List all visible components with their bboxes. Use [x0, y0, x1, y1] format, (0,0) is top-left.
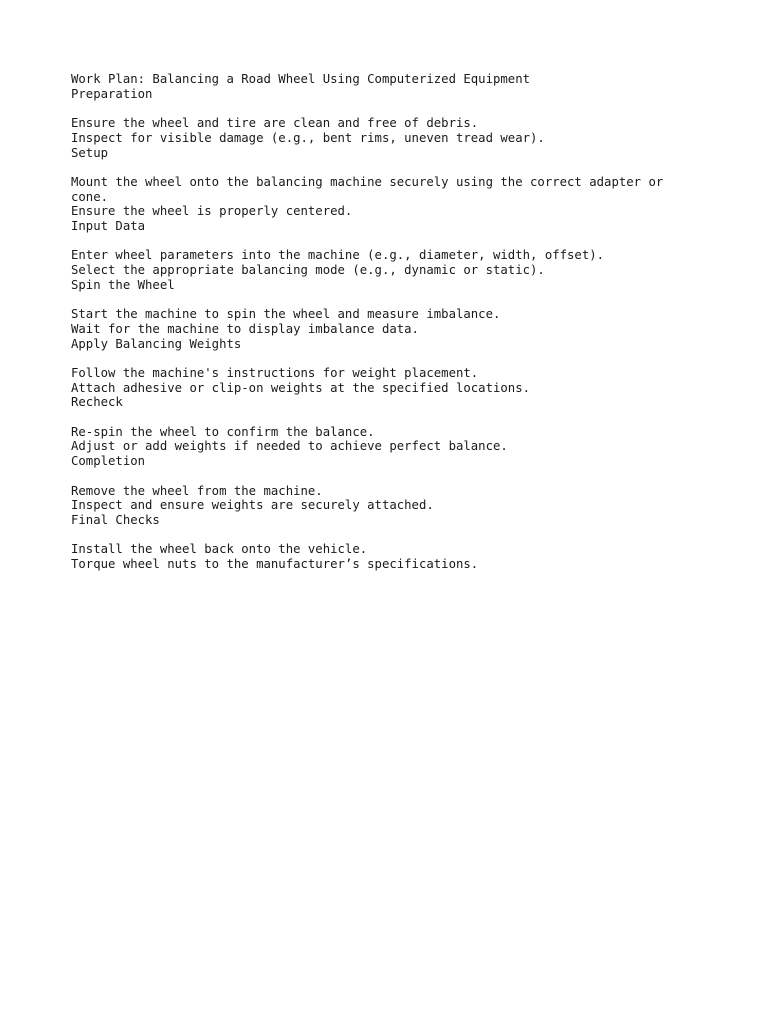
- document-title: Work Plan: Balancing a Road Wheel Using Computerized Equipment: [71, 72, 531, 86]
- section-line: Inspect for visible damage (e.g., bent rims, uneven tread wear).: [71, 130, 545, 145]
- section-heading-recheck: Recheck: [71, 395, 123, 410]
- section-line: Start the machine to spin the wheel and measure imbalance.: [71, 307, 501, 322]
- section-line: Enter wheel parameters into the machine (e.g., diameter, width, offset).: [71, 248, 605, 263]
- section-line: Ensure the wheel and tire are clean and free of debris.: [71, 116, 479, 131]
- section-heading-spin-the-wheel: Spin the Wheel: [71, 277, 175, 292]
- section-line: Re-spin the wheel to confirm the balance.: [71, 424, 375, 439]
- spacer: [71, 469, 711, 484]
- section-line: Wait for the machine to display imbalance data.: [71, 321, 419, 336]
- section-line: Attach adhesive or clip-on weights at the specified locations.: [71, 380, 531, 395]
- section-line: Torque wheel nuts to the manufacturer’s specifications.: [71, 557, 479, 572]
- section-heading-final-checks: Final Checks: [71, 512, 160, 527]
- spacer: [71, 234, 711, 249]
- section-line: Install the wheel back onto the vehicle.: [71, 542, 368, 557]
- section-heading-setup: Setup: [71, 145, 109, 160]
- section-line: Follow the machine's instructions for weight placement.: [71, 365, 479, 380]
- spacer: [71, 528, 711, 543]
- section-heading-apply-balancing-weights: Apply Balancing Weights: [71, 336, 242, 351]
- section-line: Remove the wheel from the machine.: [71, 483, 323, 498]
- section-line: Ensure the wheel is properly centered.: [71, 204, 353, 219]
- spacer: [71, 351, 711, 366]
- section-heading-preparation: Preparation: [71, 86, 153, 101]
- section-heading-input-data: Input Data: [71, 219, 146, 233]
- spacer: [71, 160, 711, 175]
- spacer: [71, 410, 711, 425]
- section-line: Mount the wheel onto the balancing machine securely using the correct adapter or: [71, 174, 664, 189]
- section-line: Inspect and ensure weights are securely attached.: [71, 498, 434, 513]
- spacer: [71, 101, 711, 116]
- section-line: Select the appropriate balancing mode (e.g., dynamic or static).: [71, 263, 545, 278]
- section-heading-completion: Completion: [71, 454, 146, 469]
- section-line: Adjust or add weights if needed to achieve perfect balance.: [71, 439, 508, 454]
- section-line: cone.: [71, 189, 109, 204]
- spacer: [71, 293, 711, 308]
- document-page: [71, 72, 711, 572]
